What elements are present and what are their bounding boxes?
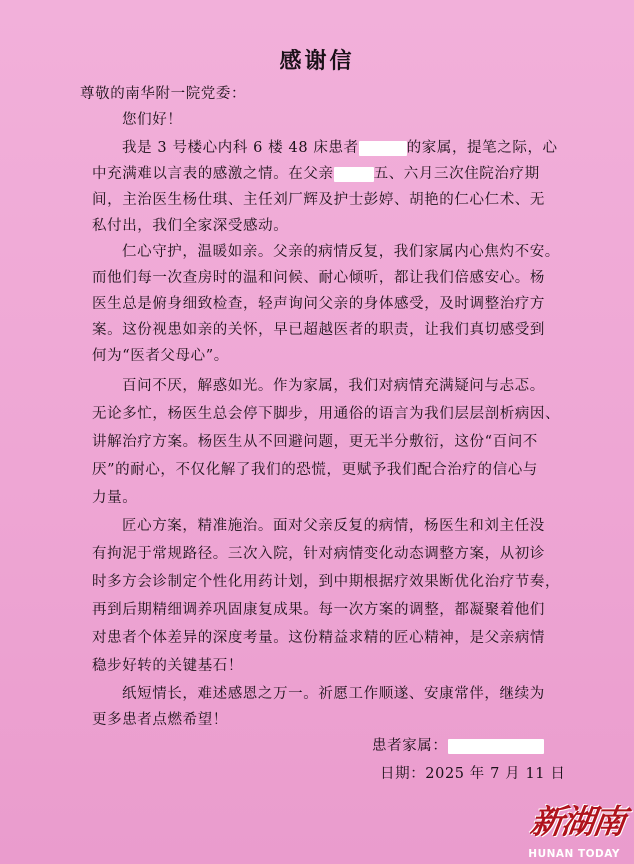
- p2-line-5: 何为“医者父母心”。: [92, 348, 229, 364]
- letter-title: 感谢信: [279, 49, 355, 74]
- p4-line-5: 对患者个体差异的深度考量。这份精益求精的匠心精神，是父亲病情: [92, 630, 545, 646]
- p1-text-d: 五、六月三次住院治疗期: [373, 166, 540, 182]
- signature-label: 患者家属：: [372, 738, 448, 754]
- p2-line-1: 仁心守护，温暖如亲。父亲的病情反复，我们家属内心焦灼不安。: [122, 244, 560, 260]
- redaction-box: [334, 167, 374, 182]
- p4-line-3: 时多方会诊制定个性化用药计划，到中期根据疗效果断优化治疗节奏，: [92, 574, 561, 590]
- p5-line-2: 更多患者点燃希望！: [92, 712, 228, 728]
- p1-line-3: 间，主治医生杨仕琪、主任刘厂辉及护士彭婷、胡艳的仁心仁术、无: [92, 192, 545, 208]
- salutation: 尊敬的南华附一院党委：: [80, 86, 247, 102]
- greeting: 您们好！: [122, 112, 183, 128]
- signature-line: [372, 736, 544, 756]
- p2-line-2: 而他们每一次查房时的温和问候、耐心倾听，都让我们倍感安心。杨: [92, 270, 545, 286]
- p5-line-1: 纸短情长，难述感恩之万一。祈愿工作顺遂、安康常伴，继续为: [122, 686, 545, 702]
- p1-line-4: 私付出，我们全家深受感动。: [92, 218, 289, 234]
- p3-line-2: 无论多忙，杨医生总会停下脚步，用通俗的语言为我们层层剖析病因、: [92, 406, 561, 422]
- p4-line-1: 匠心方案，精准施治。面对父亲反复的病情，杨医生和刘主任没: [122, 518, 545, 534]
- p3-line-5: 力量。: [92, 490, 138, 506]
- p2-line-4: 案。这份视患如亲的关怀，早已超越医者的职责，让我们真切感受到: [92, 322, 545, 338]
- p2-line-3: 医生总是俯身细致检查，轻声询问父亲的身体感受，及时调整治疗方: [92, 296, 545, 312]
- signature-redaction: [448, 739, 544, 754]
- p3-line-1: 百问不厌，解惑如光。作为家属，我们对病情充满疑问与忐忑。: [122, 378, 545, 394]
- p1-text-a: 我是 3 号楼心内科 6 楼 48 床患者: [122, 140, 359, 156]
- p1-text-b: 的家属，提笔之际，心: [406, 140, 558, 156]
- letter-date: 日期：2025 年 7 月 11 日: [380, 766, 566, 782]
- p1-line-2: [92, 164, 540, 184]
- p1-text-c: 中充满难以言表的感激之情。在父亲: [92, 166, 334, 182]
- p1-line-1: [122, 138, 558, 158]
- p3-line-3: 讲解治疗方案。杨医生从不回避问题，更无半分敷衍，这份“百问不: [92, 434, 538, 450]
- p4-line-4: 再到后期精细调养巩固康复成果。每一次方案的调整，都凝聚着他们: [92, 602, 545, 618]
- news-watermark-logo: [506, 796, 627, 860]
- redaction-box: [359, 141, 407, 156]
- p4-line-2: 有拘泥于常规路径。三次入院，针对病情变化动态调整方案，从初诊: [92, 546, 545, 562]
- logo-text: 新湖南: [527, 802, 627, 841]
- p3-line-4: 厌”的耐心，不仅化解了我们的恐慌，更赋予我们配合治疗的信心与: [92, 462, 538, 478]
- p4-line-6: 稳步好转的关键基石！: [92, 658, 243, 674]
- logo-subtitle: HUNAN TODAY: [528, 848, 620, 860]
